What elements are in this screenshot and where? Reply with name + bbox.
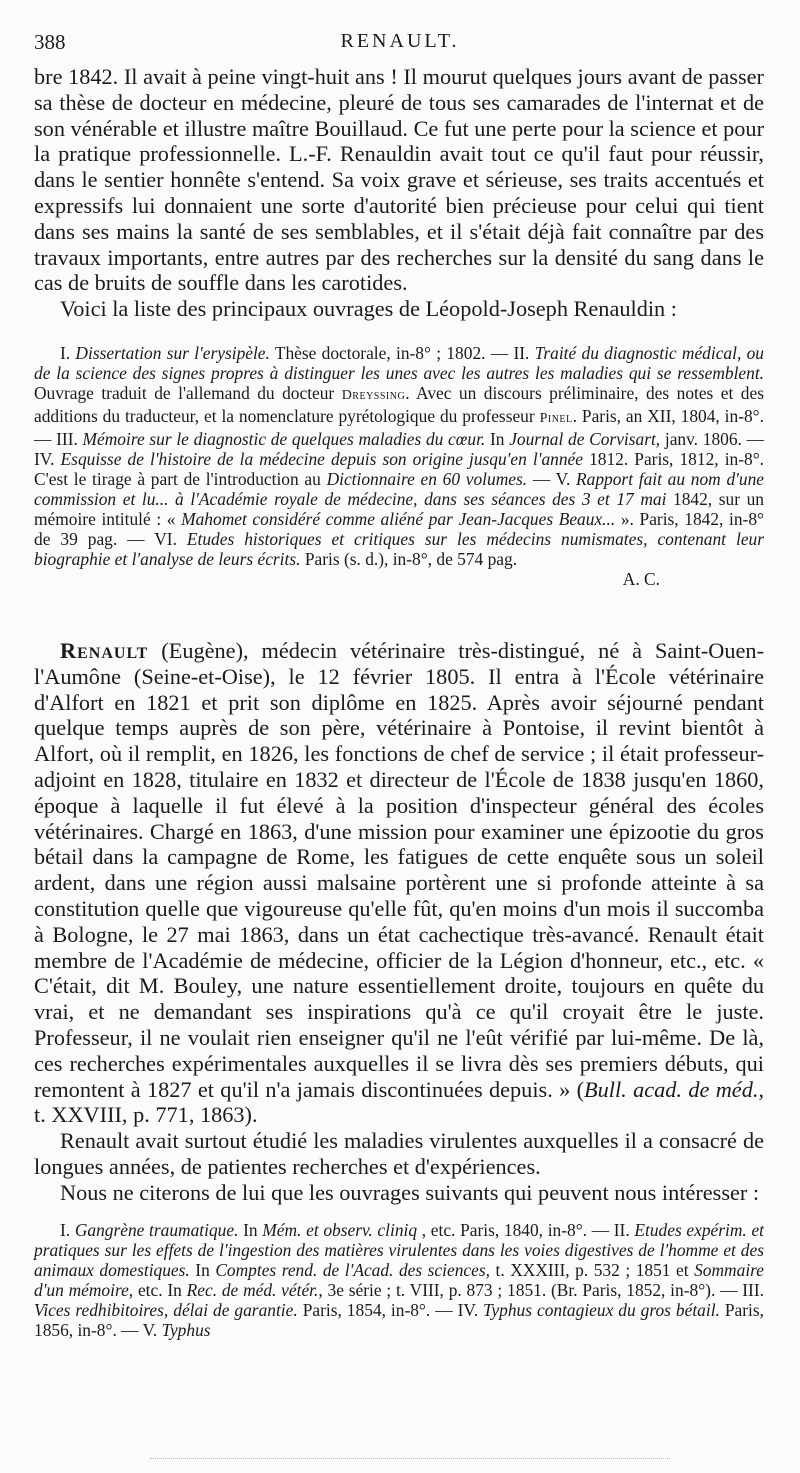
bibliography-paragraph: I. Gangrène traumatique. In Mém. et observ. cliniq , etc. Paris, 1840, in-8°. — II. Etudes expérim. et pratiques sur les effets de l'ingestion des matières virulentes dans les voies digestives de l'homme et des animaux domestiques. In Comptes rend. de l'Acad. des sciences, t. XXXIII, p. 532 ; 1851 et Sommaire d'un mémoire, etc. In Rec. de méd. vétér., 3e série ; t. VIII, p. 873 ; 1851. (Br. Paris, 1852, in-8°). — III. Vices redhibitoires, délai de garantie. Paris, 1854, in-8°. — IV. Typhus contagieux du gros bétail. Paris, 1856, in-8°. — V. Typhus xyxy=(34,1220,765,1340)
entry-renault-eugene xyxy=(34,638,764,1206)
author-initials: A. C. xyxy=(622,569,660,589)
citation-title: Bull. acad. de méd. xyxy=(584,1076,759,1102)
bottom-bleed-line xyxy=(150,1458,670,1459)
paragraph-biography-end: bre 1842. Il avait à peine vingt-huit ans ! Il mourut quelques jours avant de passer sa thèse de docteur en médecine, pleuré de tous ses camarades de l'internat et de son vénérable et illustre maître Bouillaud. Ce fut une perte pour la science et pour la pratique professionnelle. L.-F. Renauldin avait tout ce qu'il faut pour réussir, dans le sentier honnête s'entend. Sa voix grave et sérieuse, ses traits accentués et expressifs lui donnaient une sorte d'autorité bien précieuse pour celui qui tient dans ses mains la santé de ses semblables, et il s'était déjà fait connaître par des travaux importants, entre autres par des recherches sur la densité du sang dans le cas de bruits de souffle dans les carotides. xyxy=(34,64,764,296)
running-title: RENAULT. xyxy=(340,30,460,52)
entry-headword: Renault xyxy=(60,638,149,663)
page-number: 388 xyxy=(34,30,66,54)
entry-forename: (Eugène) xyxy=(161,638,243,663)
paragraph-list-intro: Voici la liste des principaux ouvrages de Léopold-Joseph Renauldin : xyxy=(60,296,677,322)
entry-renauldin-continuation xyxy=(34,64,764,322)
paragraph-works-intro: Nous ne citerons de lui que les ouvrages suivants qui peuvent nous intéresser : xyxy=(60,1179,760,1205)
paragraph-research: Renault avait surtout étudié les maladies virulentes auxquelles il a consacré de longues années, de patientes recherches et d'expériences. xyxy=(34,1128,764,1179)
page-header xyxy=(34,30,766,58)
bibliography-renauldin xyxy=(34,343,764,589)
bibliography-paragraph: I. Dissertation sur l'erysipèle. Thèse doctorale, in-8° ; 1802. — II. Traité du diagnostic médical, ou de la science des signes propres à distinguer les unes avec les autres les maladies qui se ressemblent. Ouvrage traduit de l'allemand du docteur Dreyssing. Avec un discours préliminaire, des notes et des additions du traducteur, et la nomenclature pyrétologique du professeur Pinel. Paris, an XII, 1804, in-8°. — III. Mémoire sur le diagnostic de quelques maladies du cœur. In Journal de Corvisart, janv. 1806. — IV. Esquisse de l'histoire de la médecine depuis son origine jusqu'en l'année 1812. Paris, 1812, in-8°. C'est le tirage à part de l'introduction au Dictionnaire en 60 volumes. — V. Rapport fait au nom d'une commission et lu... à l'Académie royale de médecine, dans ses séances des 3 et 17 mai 1842, sur un mémoire intitulé : « Mahomet considéré comme aliéné par Jean-Jacques Beaux... ». Paris, 1842, in-8° de 39 pag. — VI. Etudes historiques et critiques sur les médecins numismates, contenant leur biographie et l'analyse de leurs écrits. Paris (s. d.), in-8°, de 574 pag. A. C. xyxy=(34,343,765,589)
entry-paragraph-biography: Renault (Eugène), médecin vétérinaire très-distingué, né à Saint-Ouen-l'Aumône (Seine-et-Oise), le 12 février 1805. Il entra à l'École vétérinaire d'Alfort en 1821 et prit son diplôme en 1825. Après avoir séjourné pendant quelque temps auprès de son père, vétérinaire à Pontoise, il revint bientôt à Alfort, où il remplit, en 1826, les fonctions de chef de service ; il était professeur-adjoint en 1828, titulaire en 1832 et directeur de l'École de 1838 jusqu'en 1860, époque à laquelle il fut élevé à la position d'inspecteur général des écoles vétérinaires. Chargé en 1863, d'une mission pour examiner une épizootie du gros bétail dans la campagne de Rome, les fatigues de cette enquête sous un soleil ardent, dans une région aussi malsaine portèrent une si profonde atteinte à sa constitution quelle que vigoureuse qu'elle fût, qu'en moins d'un mois il succomba à Bologne, le 27 mai 1863, dans un état cachectique très-avancé. Renault était membre de l'Académie de médecine, officier de la Légion d'honneur, etc., etc. « C'était, dit M. Bouley, une nature essentiellement droite, toujours en quête du vrai, et ne demandant ses inspirations qu'à ce qu'il croyait être le juste. Professeur, il ne voulait rien enseigner qu'il ne l'eût vérifié par lui-même. De là, ces recherches expérimentales auxquelles il se livra dès ses premiers débuts, qui remontent à 1827 et qu'il n'a jamais discontinuées depuis. » (Bull. acad. de méd., t. XXVIII, p. 771, 1863). xyxy=(34,638,765,1128)
bibliography-renault xyxy=(34,1220,764,1340)
